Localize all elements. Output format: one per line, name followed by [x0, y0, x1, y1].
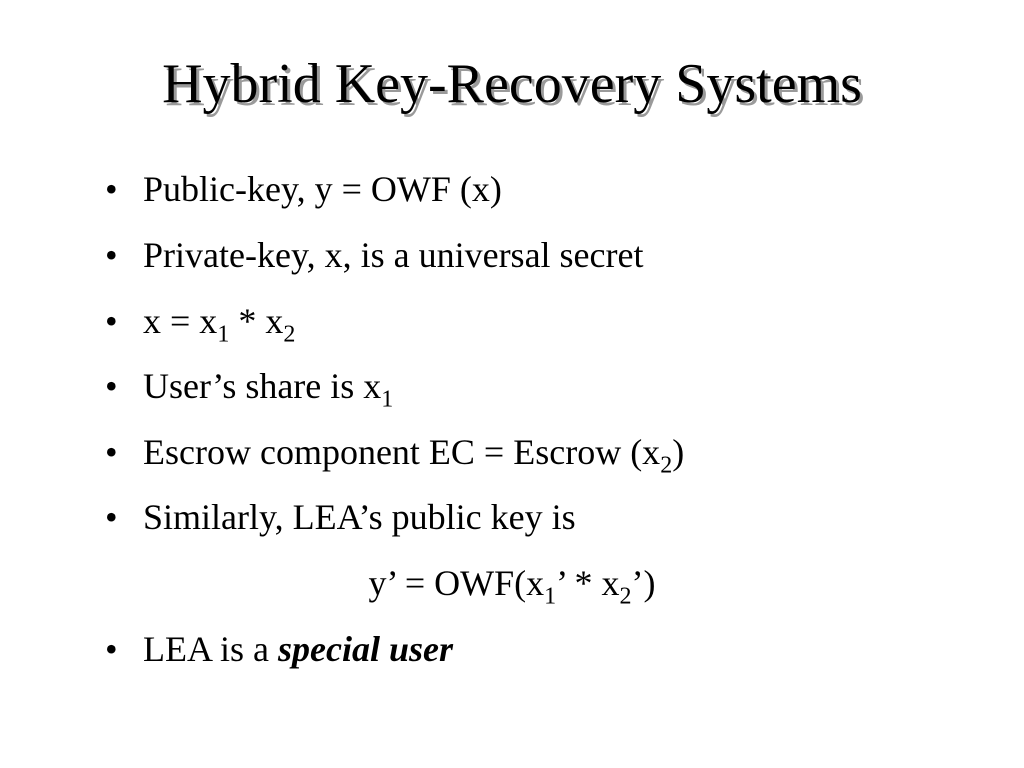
- subscript: 2: [660, 452, 673, 479]
- bullet-item: [105, 430, 685, 479]
- bullet-text: Private-key, x, is a universal secret: [143, 235, 644, 275]
- bullet-text: Escrow component EC = Escrow (x: [143, 432, 661, 472]
- bullet-text: x = x: [143, 301, 218, 341]
- subscript: 2: [619, 583, 632, 610]
- bullet-item: [105, 364, 394, 413]
- slide-title: Hybrid Key-Recovery Systems: [162, 53, 862, 115]
- emphasized-text: special user: [277, 629, 453, 669]
- bullet-icon: •: [105, 301, 118, 341]
- subscript: 2: [283, 321, 296, 348]
- bullet-text: Similarly, LEA’s public key is: [143, 497, 576, 537]
- bullet-item: [105, 233, 643, 277]
- bullet-icon: •: [105, 169, 118, 209]
- bullet-item: [105, 299, 296, 348]
- formula-text: ’ * x: [556, 563, 620, 603]
- bullet-icon: •: [105, 497, 118, 537]
- bullet-text: User’s share is x: [143, 366, 382, 406]
- formula-text: ’): [631, 563, 656, 603]
- bullet-icon: •: [105, 432, 118, 472]
- bullet-item: [105, 495, 576, 539]
- bullet-text: LEA is a: [143, 629, 278, 669]
- bullet-icon: •: [105, 366, 118, 406]
- bullet-text: * x: [229, 301, 284, 341]
- subscript: 1: [217, 321, 230, 348]
- bullet-text: Public-key, y = OWF (x): [143, 169, 502, 209]
- formula-line: [0, 561, 1024, 610]
- bullet-icon: •: [105, 235, 118, 275]
- subscript: 1: [381, 386, 394, 413]
- bullet-item: [105, 627, 453, 671]
- bullet-text: ): [672, 432, 685, 472]
- subscript: 1: [544, 583, 557, 610]
- formula-text: y’ = OWF(x: [368, 563, 545, 603]
- bullet-icon: •: [105, 629, 118, 669]
- bullet-item: [105, 167, 502, 211]
